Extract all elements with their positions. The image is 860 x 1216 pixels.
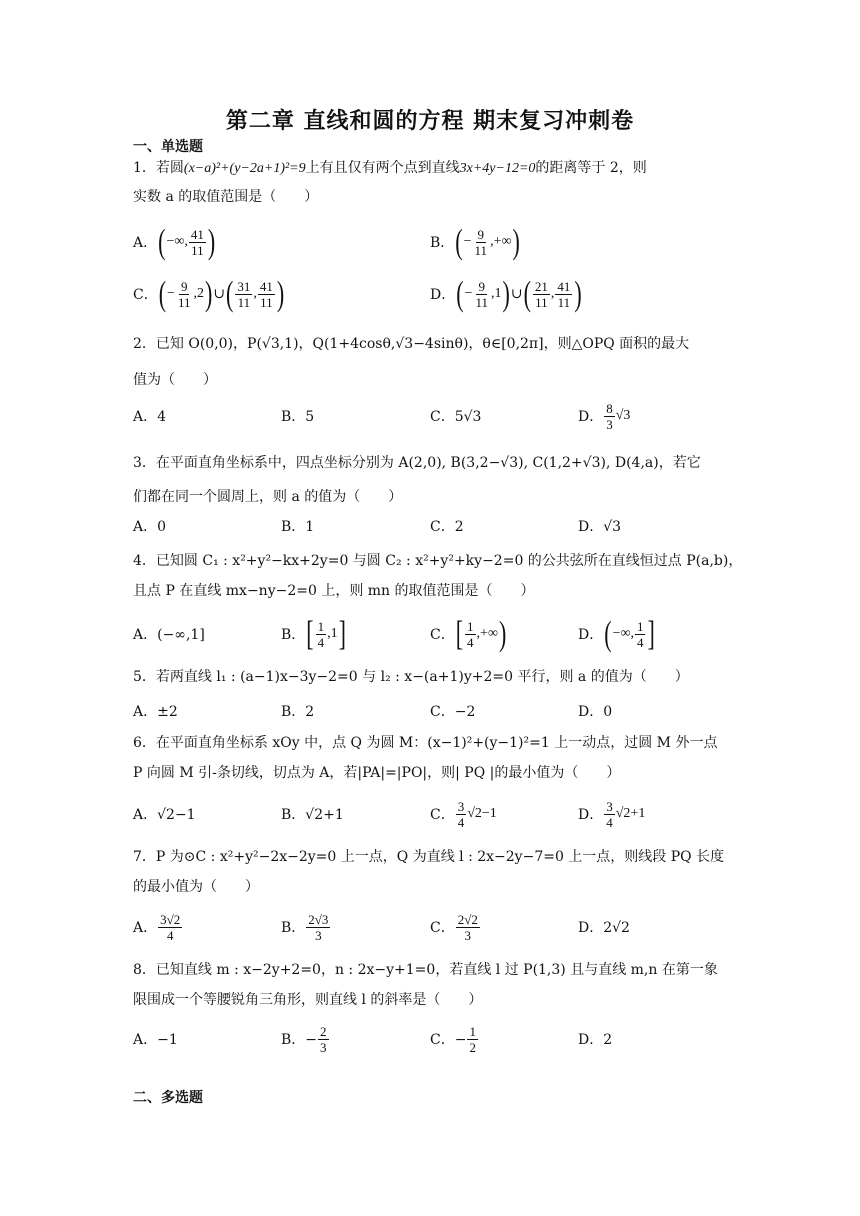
- q7-line2: 的最小值为（ ）: [133, 879, 259, 895]
- question-3: [133, 446, 733, 514]
- question-5: [133, 663, 733, 692]
- q1-line2: 实数 a 的取值范围是（ ）: [133, 189, 319, 205]
- q5-option-a[interactable]: A．±2: [133, 704, 178, 720]
- q6-option-a[interactable]: A．√2−1: [133, 807, 196, 823]
- q5-option-c[interactable]: C．−2: [430, 704, 476, 720]
- q3-option-a[interactable]: A．0: [133, 519, 167, 535]
- q2-option-c[interactable]: C．5√3: [430, 409, 482, 425]
- q6-option-d[interactable]: D． $\frac{3}{4}$ √2+1: [578, 798, 646, 830]
- q4-option-a[interactable]: A．(−∞,1]: [133, 627, 205, 643]
- q7-option-b[interactable]: B． $\frac{2√3}{3}$: [281, 911, 329, 943]
- q8-option-a[interactable]: A．−1: [133, 1032, 178, 1048]
- q3-option-c[interactable]: C．2: [430, 519, 464, 535]
- q4-option-d[interactable]: D． ( −∞, $\frac{1}{4}$ ]: [578, 613, 655, 654]
- question-2: [133, 326, 733, 398]
- q2-option-b[interactable]: B．5: [281, 409, 315, 425]
- q8-option-d[interactable]: D．2: [578, 1032, 613, 1048]
- question-8: [133, 955, 733, 1015]
- q4-line2: 且点 P 在直线 mx−ny−2=0 上，则 mn 的取值范围是（ ）: [133, 583, 535, 599]
- q1-option-d[interactable]: D． ( − $\frac{9}{11}$ ,1 ) ∪ ( $\frac{21}{11}$ , $\frac{41}{11}$ ): [430, 273, 582, 314]
- section-multiple-choice: 二、多选题: [133, 1090, 203, 1106]
- q8-line2: 限围成一个等腰锐角三角形，则直线 l 的斜率是（ ）: [133, 992, 483, 1008]
- q1-option-c[interactable]: C． ( − $\frac{9}{11}$ ,2 ) ∪ ( $\frac{31}{11}$ , $\frac{41}{11}$ ): [133, 273, 285, 314]
- q5-option-d[interactable]: D．0: [578, 704, 613, 720]
- q8-option-c[interactable]: C．− $\frac{1}{2}$: [430, 1023, 476, 1055]
- q7-option-d[interactable]: D．2√2: [578, 920, 630, 936]
- q1-option-b[interactable]: B． ( − $\frac{9}{11}$ ,+∞ ): [430, 221, 520, 262]
- q3-line1: 3．在平面直角坐标系中，四点坐标分别为 A(2,0), B(3,2−√3), C(1,2+√3), D(4,a)，若它: [133, 455, 701, 471]
- q7-option-a[interactable]: A． $\frac{3√2}{4}$: [133, 911, 181, 943]
- q5-line1: 5．若两直线 l₁ : (a−1)x−3y−2=0 与 l₂ : x−(a+1)y+2=0 平行，则 a 的值为（ ）: [133, 669, 689, 685]
- q5-option-b[interactable]: B．2: [281, 704, 315, 720]
- question-6: [133, 728, 733, 788]
- q2-line2: 值为（ ）: [133, 372, 217, 388]
- q1-option-a[interactable]: A． ( −∞, $\frac{41}{11}$ ): [133, 221, 216, 262]
- question-1: [133, 154, 733, 212]
- page-title: 第二章 直线和圆的方程 期末复习冲刺卷: [225, 109, 635, 134]
- question-7: [133, 842, 733, 902]
- q6-line2: P 向圆 M 引-条切线，切点为 A，若|PA|=|PO|，则| PQ |的最小值为（ ）: [133, 765, 621, 781]
- q7-line1: 7．P 为⊙C : x²+y²−2x−2y=0 上一点，Q 为直线 l : 2x−2y−7=0 上一点，则线段 PQ 长度: [133, 849, 725, 865]
- q8-option-b[interactable]: B．− $\frac{2}{3}$: [281, 1023, 327, 1055]
- q1-line1: 1．若圆(x−a)²+(y−2a+1)²=9上有且仅有两个点到直线3x+4y−12=0的距离等于 2，则: [133, 160, 647, 176]
- q3-option-b[interactable]: B．1: [281, 519, 315, 535]
- q8-line1: 8．已知直线 m : x−2y+2=0，n : 2x−y+1=0，若直线 l 过 P(1,3) 且与直线 m,n 在第一象: [133, 962, 718, 978]
- q6-option-b[interactable]: B．√2+1: [281, 807, 344, 823]
- q3-option-d[interactable]: D．√3: [578, 519, 622, 535]
- q3-line2: 们都在同一个圆周上，则 a 的值为（ ）: [133, 489, 403, 505]
- q2-option-a[interactable]: A．4: [133, 409, 167, 425]
- q4-option-c[interactable]: C． [ $\frac{1}{4}$ ,+∞ ): [430, 613, 507, 654]
- q6-line1: 6．在平面直角坐标系 xOy 中，点 Q 为圆 M：(x−1)²+(y−1)²=1 上一动点，过圆 M 外一点: [133, 735, 718, 751]
- q4-line1: 4．已知圆 C₁ : x²+y²−kx+2y=0 与圆 C₂ : x²+y²+ky−2=0 的公共弦所在直线恒过点 P(a,b)，: [133, 553, 743, 569]
- question-4: [133, 546, 743, 606]
- section-single-choice: 一、单选题: [133, 139, 203, 155]
- q6-option-c[interactable]: C． $\frac{3}{4}$ √2−1: [430, 798, 497, 830]
- q2-line1: 2．已知 O(0,0)，P(√3,1)，Q(1+4cosθ,√3−4sinθ)，θ∈[0,2π]，则△OPQ 面积的最大: [133, 336, 690, 352]
- q2-option-d[interactable]: D． $\frac{8}{3}$ √3: [578, 400, 631, 432]
- q4-option-b[interactable]: B． [ $\frac{1}{4}$ ,1 ]: [281, 613, 346, 654]
- q7-option-c[interactable]: C． $\frac{2√2}{3}$: [430, 911, 478, 943]
